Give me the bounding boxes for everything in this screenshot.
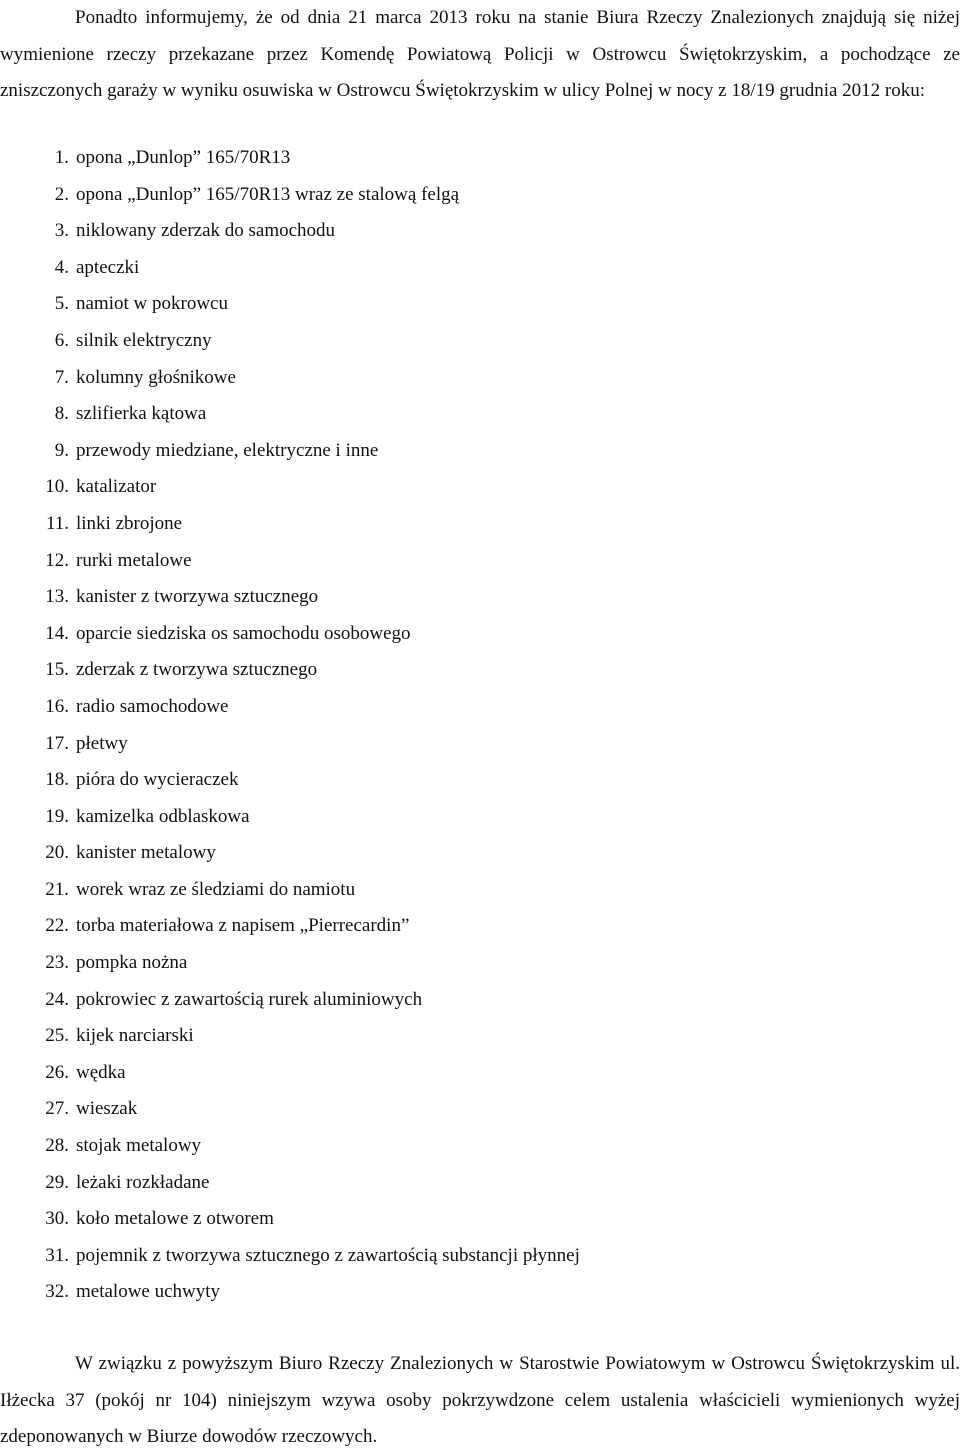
item-number: 6. [54,329,69,351]
item-number: 26. [45,1061,69,1083]
item-text: rurki metalowe [76,549,192,571]
list-item [0,140,960,177]
item-number: 16. [45,695,69,717]
item-text: wędka [76,1061,126,1083]
list-item [0,360,960,397]
item-number: 12. [45,549,69,571]
item-number: 18. [45,769,69,791]
item-text: niklowany zderzak do samochodu [76,220,336,242]
item-text: kolumny głośnikowe [76,366,236,388]
list-item [0,652,960,689]
list-item [0,543,960,580]
item-number: 9. [54,439,69,461]
item-number: 28. [45,1135,69,1157]
item-number: 19. [45,805,69,827]
list-item [0,908,960,945]
item-text: opona „Dunlop” 165/70R13 wraz ze stalową felgą [76,183,460,205]
item-text: szlifierka kątowa [76,403,207,425]
item-text: torba materiałowa z napisem „Pierrecardin” [76,915,410,937]
item-text: stojak metalowy [76,1135,202,1157]
item-number: 2. [54,183,69,205]
list-item [0,1091,960,1128]
list-item [0,579,960,616]
list-item [0,1201,960,1238]
item-number: 5. [54,293,69,315]
item-text: zderzak z tworzywa sztucznego [76,659,318,681]
list-item [0,177,960,214]
item-number: 8. [54,403,69,425]
list-item [0,1018,960,1055]
item-text: silnik elektryczny [76,329,212,351]
found-items-list [0,140,960,1311]
item-text: pompka nożna [76,952,188,974]
item-number: 14. [45,622,69,644]
item-number: 3. [54,220,69,242]
item-number: 21. [45,878,69,900]
list-item [0,835,960,872]
item-text: kanister metalowy [76,842,216,864]
list-item [0,982,960,1019]
item-text: pióra do wycieraczek [76,769,239,791]
item-number: 1. [54,147,69,168]
item-text: namiot w pokrowcu [76,293,228,315]
item-text: leżaki rozkładane [76,1171,210,1193]
item-text: wieszak [76,1098,138,1120]
list-item [0,689,960,726]
item-text: koło metalowe z otworem [76,1208,274,1230]
intro-paragraph: Ponadto informujemy, że od dnia 21 marca 2013 roku na stanie Biura Rzeczy Znalezionych znajdują się niżej wymienione rzeczy przekazane przez Komendę Powiatową Policji w Ostrowcu Świętokrzyskim, a pochodzące ze zniszczonych garaży w wyniku osuwiska w Ostrowcu Świętokrzyskim w ulicy Polnej w nocy z 18/19 grudnia 2012 roku: [0,7,960,101]
list-item [0,433,960,470]
list-item [0,726,960,763]
list-item [0,469,960,506]
item-text: kamizelka odblaskowa [76,805,250,827]
item-text: kanister z tworzywa sztucznego [76,586,319,608]
item-number: 24. [45,988,69,1010]
item-number: 11. [45,512,69,534]
list-item [0,250,960,287]
list-item [0,872,960,909]
item-number: 32. [45,1281,69,1303]
list-item [0,1055,960,1092]
item-number: 7. [54,366,69,388]
item-number: 17. [45,732,69,754]
list-item [0,1165,960,1202]
item-text: katalizator [76,476,157,498]
list-item [0,1128,960,1165]
item-text: pojemnik z tworzywa sztucznego z zawartością substancji płynnej [76,1244,580,1266]
item-text: kijek narciarski [76,1025,194,1047]
list-item [0,799,960,836]
item-number: 10. [45,476,69,498]
item-text: płetwy [76,732,128,754]
item-text: przewody miedziane, elektryczne i inne [76,439,379,461]
list-item [0,286,960,323]
item-text: metalowe uchwyty [76,1281,221,1303]
item-number: 30. [45,1208,69,1230]
item-number: 27. [45,1098,69,1120]
item-text: worek wraz ze śledziami do namiotu [76,878,356,900]
list-item [0,616,960,653]
item-number: 4. [54,256,69,278]
closing-paragraph: W związku z powyższym Biuro Rzeczy Znalezionych w Starostwie Powiatowym w Ostrowcu Świętokrzyskim ul. Iłżecka 37 (pokój nr 104) niniejszym wzywa osoby pokrzywdzone celem ustalenia właścicieli wymienionych wyżej zdeponowanych w Biurze dowodów rzeczowych. [0,1353,960,1447]
list-item [0,1238,960,1275]
item-number: 29. [45,1171,69,1193]
list-item [0,396,960,433]
item-text: oparcie siedziska os samochodu osobowego [76,622,411,644]
item-text: opona „Dunlop” 165/70R13 [76,147,291,168]
item-number: 13. [45,586,69,608]
list-item [0,213,960,250]
item-number: 31. [45,1244,69,1266]
list-item [0,762,960,799]
item-text: apteczki [76,256,140,278]
list-item [0,945,960,982]
item-number: 15. [45,659,69,681]
item-number: 25. [45,1025,69,1047]
item-number: 20. [45,842,69,864]
list-item [0,506,960,543]
list-item [0,323,960,360]
item-number: 22. [45,915,69,937]
list-item [0,1274,960,1311]
item-text: radio samochodowe [76,695,229,717]
item-text: pokrowiec z zawartością rurek aluminiowych [76,988,423,1010]
item-number: 23. [45,952,69,974]
item-text: linki zbrojone [76,512,183,534]
